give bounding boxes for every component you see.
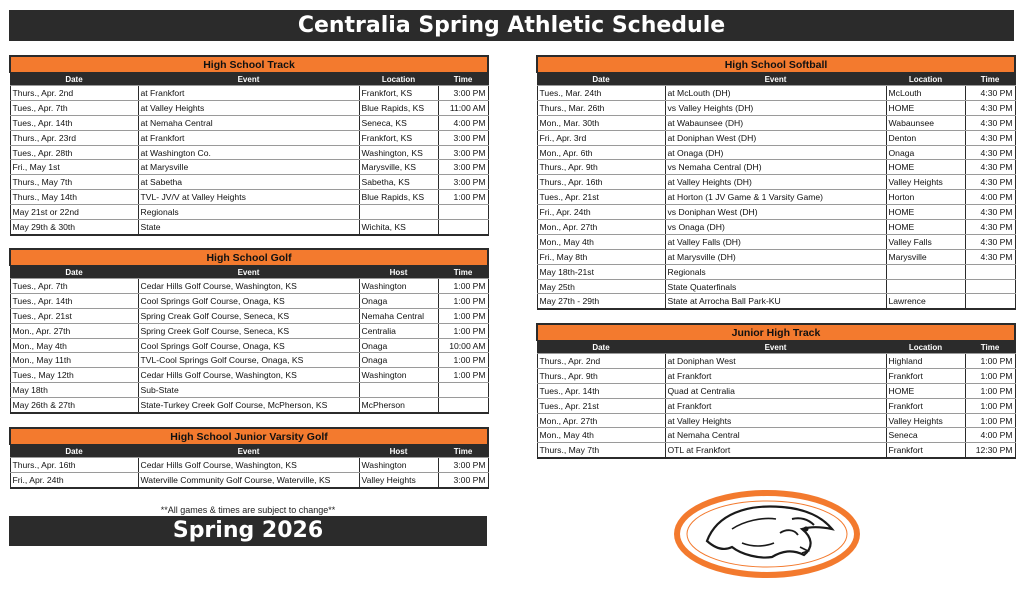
time-cell: 4:30 PM xyxy=(965,145,1015,160)
section-title: High School Junior Varsity Golf xyxy=(10,428,488,445)
time-cell: 1:00 PM xyxy=(438,323,488,338)
column-header: Time xyxy=(965,341,1015,354)
date-cell: Tues., Apr. 28th xyxy=(10,145,138,160)
table-row xyxy=(537,220,1015,235)
event-cell: at Frankfort xyxy=(138,130,359,145)
table-row xyxy=(10,472,488,487)
time-cell: 1:00 PM xyxy=(965,413,1015,428)
event-cell: Waterville Community Golf Course, Waterville, KS xyxy=(138,472,359,487)
date-cell: May 18th-21st xyxy=(537,264,665,279)
location-cell: Frankfort xyxy=(886,443,965,458)
time-cell: 4:30 PM xyxy=(965,205,1015,220)
date-cell: Fri., May 1st xyxy=(10,160,138,175)
table-row xyxy=(537,249,1015,264)
column-header: Host xyxy=(359,266,438,279)
location-cell: Valley Heights xyxy=(886,413,965,428)
event-cell: at Nemaha Central xyxy=(138,115,359,130)
event-cell: State xyxy=(138,220,359,235)
time-cell: 10:00 AM xyxy=(438,338,488,353)
event-cell: at Frankfort xyxy=(665,398,886,413)
date-cell: Tues., Apr. 7th xyxy=(10,279,138,294)
table-row xyxy=(10,190,488,205)
event-cell: at Doniphan West (DH) xyxy=(665,130,886,145)
date-cell: Fri., Apr. 24th xyxy=(537,205,665,220)
time-cell: 1:00 PM xyxy=(965,354,1015,369)
column-header: Event xyxy=(665,341,886,354)
date-cell: Mon., May 4th xyxy=(10,338,138,353)
time-cell: 3:00 PM xyxy=(438,175,488,190)
event-cell: Spring Creek Golf Course, Seneca, KS xyxy=(138,323,359,338)
time-cell: 4:00 PM xyxy=(965,190,1015,205)
date-cell: Thurs., Apr. 9th xyxy=(537,160,665,175)
date-cell: Mon., Apr. 6th xyxy=(537,145,665,160)
event-cell: vs Doniphan West (DH) xyxy=(665,205,886,220)
location-cell xyxy=(359,205,438,220)
date-cell: Mon., May 4th xyxy=(537,428,665,443)
column-header: Time xyxy=(438,266,488,279)
location-cell: Frankfort, KS xyxy=(359,130,438,145)
jh-track-table xyxy=(536,323,1016,459)
table-row xyxy=(537,294,1015,309)
location-cell: Frankfort, KS xyxy=(359,86,438,101)
time-cell: 3:00 PM xyxy=(438,472,488,487)
section-title-row xyxy=(537,56,1015,73)
location-cell: Washington xyxy=(359,368,438,383)
location-cell: Washington, KS xyxy=(359,145,438,160)
date-cell: Thurs., Mar. 26th xyxy=(537,100,665,115)
date-cell: Thurs., Apr. 16th xyxy=(537,175,665,190)
section-title-row xyxy=(10,56,488,73)
column-header: Location xyxy=(886,341,965,354)
table-row xyxy=(10,205,488,220)
table-row xyxy=(10,100,488,115)
time-cell: 3:00 PM xyxy=(438,86,488,101)
date-cell: May 29th & 30th xyxy=(10,220,138,235)
location-cell: Blue Rapids, KS xyxy=(359,100,438,115)
event-cell: TVL- JV/V at Valley Heights xyxy=(138,190,359,205)
table-row xyxy=(537,145,1015,160)
table-row xyxy=(537,100,1015,115)
column-header: Location xyxy=(886,73,965,86)
date-cell: Mon., Mar. 30th xyxy=(537,115,665,130)
event-cell: Spring Creak Golf Course, Seneca, KS xyxy=(138,308,359,323)
location-cell: Horton xyxy=(886,190,965,205)
event-cell: at Nemaha Central xyxy=(665,428,886,443)
time-cell xyxy=(965,294,1015,309)
location-cell: Frankfort xyxy=(886,398,965,413)
date-cell: Tues., Apr. 21st xyxy=(537,190,665,205)
table-row xyxy=(537,205,1015,220)
time-cell: 1:00 PM xyxy=(965,368,1015,383)
event-cell: Sub-State xyxy=(138,383,359,398)
table-row xyxy=(537,279,1015,294)
time-cell: 1:00 PM xyxy=(438,190,488,205)
event-cell: at Washington Co. xyxy=(138,145,359,160)
section-title: High School Softball xyxy=(537,56,1015,73)
table-row xyxy=(537,443,1015,458)
location-cell: Wabaunsee xyxy=(886,115,965,130)
time-cell: 1:00 PM xyxy=(438,353,488,368)
location-cell: Onaga xyxy=(886,145,965,160)
table-row xyxy=(537,190,1015,205)
change-disclaimer: **All games & times are subject to change** xyxy=(160,505,336,515)
location-cell xyxy=(359,383,438,398)
section-title: High School Track xyxy=(10,56,488,73)
location-cell: Wichita, KS xyxy=(359,220,438,235)
table-row xyxy=(10,175,488,190)
location-cell xyxy=(886,279,965,294)
table-row xyxy=(10,220,488,235)
column-header-row xyxy=(10,73,488,86)
time-cell: 4:30 PM xyxy=(965,160,1015,175)
table-row xyxy=(10,368,488,383)
table-row xyxy=(537,383,1015,398)
date-cell: Tues., Apr. 21st xyxy=(537,398,665,413)
location-cell: Frankfort xyxy=(886,368,965,383)
page-title: Centralia Spring Athletic Schedule xyxy=(9,10,1014,41)
location-cell: Valley Heights xyxy=(359,472,438,487)
column-header: Host xyxy=(359,445,438,458)
time-cell xyxy=(438,398,488,413)
time-cell: 3:00 PM xyxy=(438,160,488,175)
date-cell: Tues., Apr. 21st xyxy=(10,308,138,323)
date-cell: May 21st or 22nd xyxy=(10,205,138,220)
hs-softball-table xyxy=(536,55,1016,310)
table-row xyxy=(537,413,1015,428)
time-cell xyxy=(438,220,488,235)
date-cell: Mon., May 4th xyxy=(537,234,665,249)
time-cell: 4:00 PM xyxy=(965,428,1015,443)
table-row xyxy=(537,428,1015,443)
location-cell: Nemaha Central xyxy=(359,308,438,323)
column-header: Date xyxy=(10,266,138,279)
date-cell: Thurs., May 7th xyxy=(537,443,665,458)
column-header-row xyxy=(537,341,1015,354)
location-cell: Valley Heights xyxy=(886,175,965,190)
event-cell: vs Onaga (DH) xyxy=(665,220,886,235)
table-row xyxy=(10,160,488,175)
section-title-row xyxy=(10,428,488,445)
time-cell xyxy=(438,205,488,220)
table-row xyxy=(10,86,488,101)
event-cell: TVL-Cool Springs Golf Course, Onaga, KS xyxy=(138,353,359,368)
time-cell: 4:30 PM xyxy=(965,115,1015,130)
location-cell: Washington xyxy=(359,279,438,294)
date-cell: Mon., Apr. 27th xyxy=(537,220,665,235)
location-cell: HOME xyxy=(886,160,965,175)
table-row xyxy=(10,353,488,368)
section-title: High School Golf xyxy=(10,249,488,266)
column-header: Event xyxy=(138,266,359,279)
location-cell: HOME xyxy=(886,220,965,235)
event-cell: at Horton (1 JV Game & 1 Varsity Game) xyxy=(665,190,886,205)
date-cell: Tues., Apr. 7th xyxy=(10,100,138,115)
column-header: Time xyxy=(438,445,488,458)
event-cell: State-Turkey Creek Golf Course, McPherson, KS xyxy=(138,398,359,413)
event-cell: at Frankfort xyxy=(665,368,886,383)
hs-golf-table xyxy=(9,248,489,414)
section-title: Junior High Track xyxy=(537,324,1015,341)
event-cell: vs Nemaha Central (DH) xyxy=(665,160,886,175)
table-row xyxy=(10,383,488,398)
column-header-row xyxy=(10,445,488,458)
column-header: Date xyxy=(537,341,665,354)
event-cell: at Sabetha xyxy=(138,175,359,190)
date-cell: Fri., Apr. 3rd xyxy=(537,130,665,145)
location-cell: Seneca, KS xyxy=(359,115,438,130)
column-header-row xyxy=(10,266,488,279)
date-cell: Thurs., Apr. 2nd xyxy=(10,86,138,101)
table-row xyxy=(537,115,1015,130)
date-cell: May 18th xyxy=(10,383,138,398)
table-row xyxy=(10,398,488,413)
time-cell: 11:00 AM xyxy=(438,100,488,115)
column-header: Date xyxy=(537,73,665,86)
location-cell: Blue Rapids, KS xyxy=(359,190,438,205)
location-cell: McPherson xyxy=(359,398,438,413)
time-cell: 1:00 PM xyxy=(438,368,488,383)
event-cell: at Valley Heights xyxy=(138,100,359,115)
location-cell: Marysville xyxy=(886,249,965,264)
event-cell: at Valley Heights (DH) xyxy=(665,175,886,190)
table-row xyxy=(537,354,1015,369)
date-cell: May 25th xyxy=(537,279,665,294)
time-cell: 4:30 PM xyxy=(965,175,1015,190)
date-cell: Tues., Mar. 24th xyxy=(537,86,665,101)
event-cell: Cedar Hills Golf Course, Washington, KS xyxy=(138,368,359,383)
event-cell: at Valley Heights xyxy=(665,413,886,428)
date-cell: Thurs., Apr. 23rd xyxy=(10,130,138,145)
location-cell: HOME xyxy=(886,383,965,398)
date-cell: Fri., Apr. 24th xyxy=(10,472,138,487)
date-cell: Mon., May 11th xyxy=(10,353,138,368)
location-cell: Onaga xyxy=(359,293,438,308)
table-row xyxy=(10,458,488,473)
event-cell: at Valley Falls (DH) xyxy=(665,234,886,249)
date-cell: Thurs., Apr. 2nd xyxy=(537,354,665,369)
event-cell: at Onaga (DH) xyxy=(665,145,886,160)
date-cell: Thurs., Apr. 9th xyxy=(537,368,665,383)
date-cell: Thurs., May 7th xyxy=(10,175,138,190)
panther-logo-icon xyxy=(672,489,862,579)
time-cell: 4:30 PM xyxy=(965,130,1015,145)
column-header: Location xyxy=(359,73,438,86)
time-cell xyxy=(965,264,1015,279)
table-row xyxy=(10,308,488,323)
season-banner: Spring 2026 xyxy=(9,516,487,546)
date-cell: Fri., May 8th xyxy=(537,249,665,264)
date-cell: Mon., Apr. 27th xyxy=(537,413,665,428)
event-cell: State Quaterfinals xyxy=(665,279,886,294)
event-cell: at Doniphan West xyxy=(665,354,886,369)
location-cell: Sabetha, KS xyxy=(359,175,438,190)
date-cell: May 27th - 29th xyxy=(537,294,665,309)
table-row xyxy=(10,145,488,160)
time-cell: 1:00 PM xyxy=(965,383,1015,398)
table-row xyxy=(537,130,1015,145)
location-cell: Onaga xyxy=(359,353,438,368)
table-row xyxy=(537,368,1015,383)
time-cell: 1:00 PM xyxy=(438,293,488,308)
date-cell: Tues., May 12th xyxy=(10,368,138,383)
date-cell: Thurs., May 14th xyxy=(10,190,138,205)
location-cell: Onaga xyxy=(359,338,438,353)
section-title-row xyxy=(537,324,1015,341)
time-cell: 1:00 PM xyxy=(965,398,1015,413)
event-cell: at Wabaunsee (DH) xyxy=(665,115,886,130)
event-cell: OTL at Frankfort xyxy=(665,443,886,458)
column-header: Time xyxy=(965,73,1015,86)
date-cell: Thurs., Apr. 16th xyxy=(10,458,138,473)
column-header-row xyxy=(537,73,1015,86)
location-cell: Seneca xyxy=(886,428,965,443)
table-row xyxy=(537,234,1015,249)
time-cell: 4:30 PM xyxy=(965,220,1015,235)
time-cell: 4:30 PM xyxy=(965,249,1015,264)
location-cell: McLouth xyxy=(886,86,965,101)
event-cell: at McLouth (DH) xyxy=(665,86,886,101)
table-row xyxy=(10,323,488,338)
location-cell: Marysville, KS xyxy=(359,160,438,175)
table-row xyxy=(537,86,1015,101)
table-row xyxy=(537,398,1015,413)
column-header: Event xyxy=(665,73,886,86)
table-row xyxy=(10,338,488,353)
event-cell: at Marysville xyxy=(138,160,359,175)
event-cell: at Marysville (DH) xyxy=(665,249,886,264)
location-cell: HOME xyxy=(886,100,965,115)
date-cell: Tues., Apr. 14th xyxy=(10,293,138,308)
location-cell: Lawrence xyxy=(886,294,965,309)
event-cell: Cedar Hills Golf Course, Washington, KS xyxy=(138,279,359,294)
time-cell: 4:30 PM xyxy=(965,234,1015,249)
section-title-row xyxy=(10,249,488,266)
hs-track-table xyxy=(9,55,489,236)
time-cell: 4:30 PM xyxy=(965,100,1015,115)
column-header: Event xyxy=(138,73,359,86)
time-cell: 1:00 PM xyxy=(438,308,488,323)
location-cell: Denton xyxy=(886,130,965,145)
time-cell: 4:00 PM xyxy=(438,115,488,130)
column-header: Event xyxy=(138,445,359,458)
table-row xyxy=(10,279,488,294)
location-cell: Valley Falls xyxy=(886,234,965,249)
time-cell: 1:00 PM xyxy=(438,279,488,294)
location-cell xyxy=(886,264,965,279)
event-cell: Cool Springs Golf Course, Onaga, KS xyxy=(138,338,359,353)
table-row xyxy=(537,160,1015,175)
time-cell: 12:30 PM xyxy=(965,443,1015,458)
event-cell: Cedar Hills Golf Course, Washington, KS xyxy=(138,458,359,473)
event-cell: at Frankfort xyxy=(138,86,359,101)
event-cell: Quad at Centralia xyxy=(665,383,886,398)
time-cell: 4:30 PM xyxy=(965,86,1015,101)
table-row xyxy=(10,115,488,130)
table-row xyxy=(10,130,488,145)
hs-jv-golf-table xyxy=(9,427,489,489)
date-cell: May 26th & 27th xyxy=(10,398,138,413)
event-cell: State at Arrocha Ball Park-KU xyxy=(665,294,886,309)
table-row xyxy=(537,175,1015,190)
date-cell: Tues., Apr. 14th xyxy=(10,115,138,130)
time-cell xyxy=(438,383,488,398)
event-cell: Regionals xyxy=(138,205,359,220)
location-cell: Centralia xyxy=(359,323,438,338)
location-cell: Highland xyxy=(886,354,965,369)
table-row xyxy=(10,293,488,308)
time-cell xyxy=(965,279,1015,294)
event-cell: Regionals xyxy=(665,264,886,279)
column-header: Date xyxy=(10,73,138,86)
event-cell: Cool Springs Golf Course, Onaga, KS xyxy=(138,293,359,308)
column-header: Date xyxy=(10,445,138,458)
date-cell: Tues., Apr. 14th xyxy=(537,383,665,398)
event-cell: vs Valley Heights (DH) xyxy=(665,100,886,115)
location-cell: Washington xyxy=(359,458,438,473)
table-row xyxy=(537,264,1015,279)
time-cell: 3:00 PM xyxy=(438,130,488,145)
time-cell: 3:00 PM xyxy=(438,458,488,473)
time-cell: 3:00 PM xyxy=(438,145,488,160)
location-cell: HOME xyxy=(886,205,965,220)
date-cell: Mon., Apr. 27th xyxy=(10,323,138,338)
column-header: Time xyxy=(438,73,488,86)
